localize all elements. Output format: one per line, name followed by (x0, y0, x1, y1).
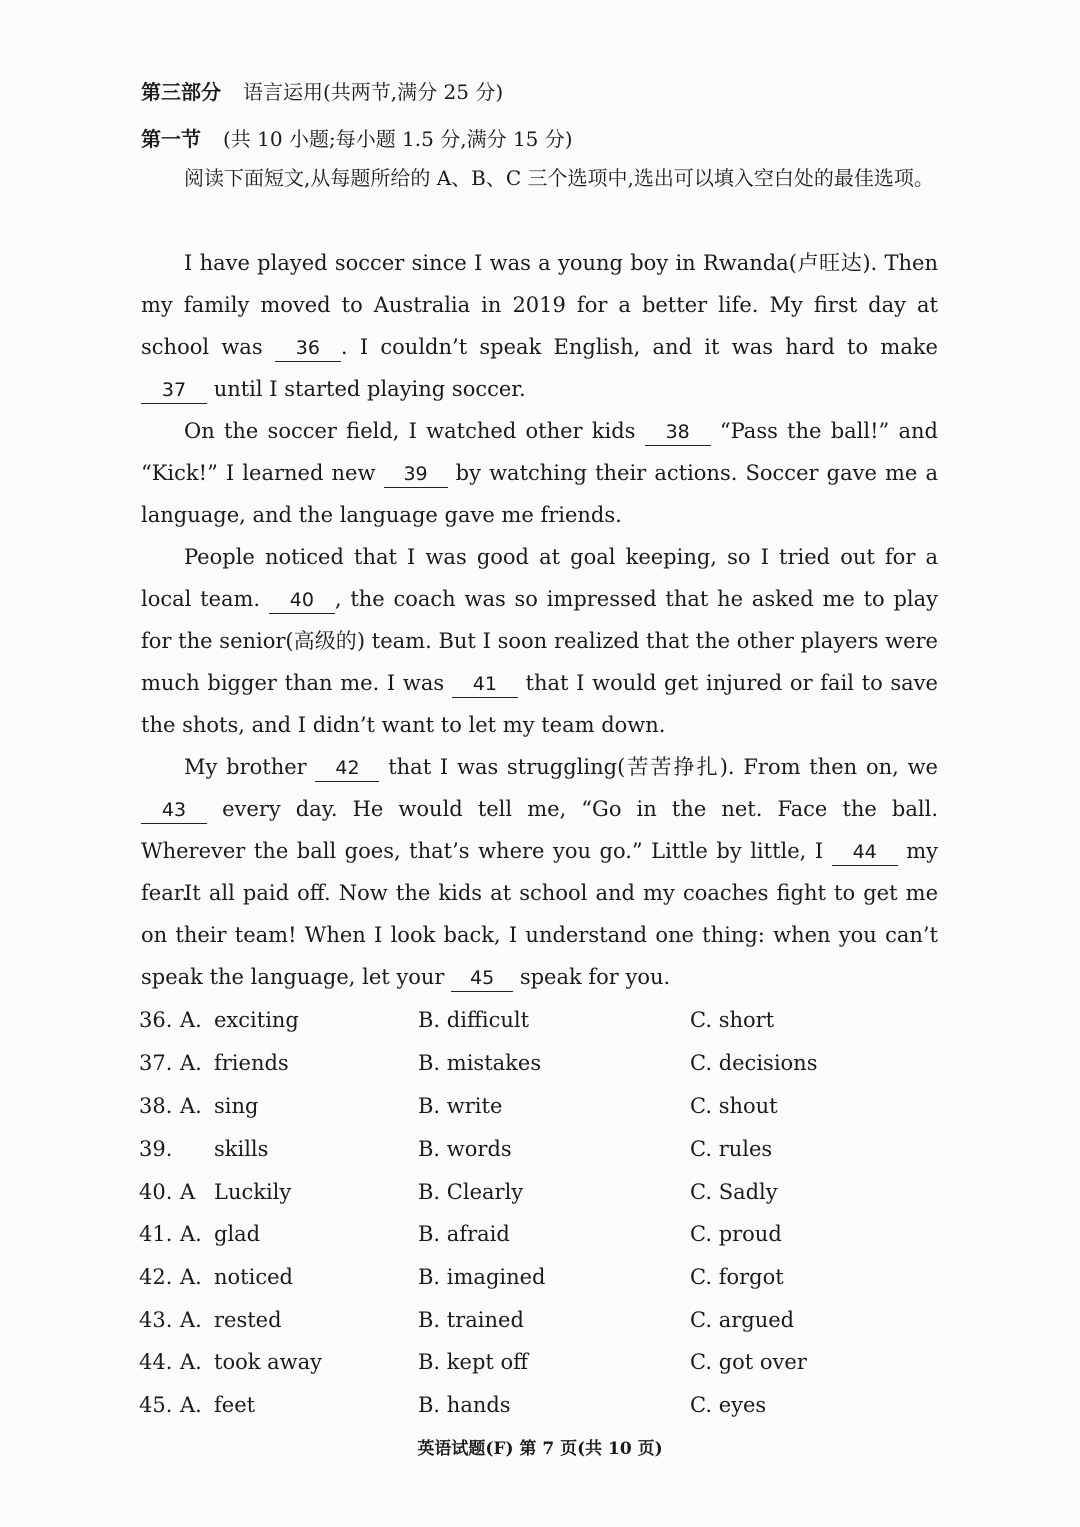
option-b (418, 1393, 511, 1417)
option-a: feet (214, 1393, 256, 1417)
option-a-label: A. (180, 1051, 202, 1075)
passage-paragraph (141, 242, 938, 410)
option-b (418, 1094, 502, 1118)
option-c (690, 1222, 782, 1246)
option-c-text: short (718, 1008, 775, 1032)
option-a: took away (214, 1350, 323, 1374)
option-c-text: eyes (718, 1393, 767, 1417)
passage-text: My brother (184, 755, 307, 779)
option-c (690, 1393, 766, 1417)
passage-text: I have played soccer since I was a young boy in Rwanda(卢旺达). Then my family moved to Australia in 2019 for a better life. My first day at school was (141, 251, 938, 359)
option-a: rested (214, 1308, 282, 1332)
option-row-36 (0, 1008, 1080, 1051)
passage-text: that I would get injured or fail to save the shots, and I didn’t want to let my team down. (141, 671, 938, 737)
option-b-text: kept off (446, 1350, 529, 1374)
option-a: exciting (214, 1008, 299, 1032)
blank-38: 38 (645, 419, 711, 446)
section-title: 第一节 (141, 127, 201, 151)
option-b-label: B. (418, 1350, 441, 1374)
question-number: 36. (139, 1008, 173, 1032)
option-a-label: A. (180, 1008, 202, 1032)
question-number: 37. (139, 1051, 173, 1075)
option-b-label: B. (418, 1051, 441, 1075)
option-c-label: C. (690, 1008, 712, 1032)
part-subtitle: 语言运用(共两节,满分 25 分) (243, 80, 504, 104)
option-c (690, 1180, 778, 1204)
question-number: 44. (139, 1350, 173, 1374)
blank-37: 37 (141, 377, 207, 404)
passage-text: my fear. (141, 839, 938, 905)
option-row-44 (0, 1350, 1080, 1393)
option-b-text: words (446, 1137, 512, 1161)
option-c-label: C. (690, 1308, 712, 1332)
option-b (418, 1180, 523, 1204)
option-c-text: proud (718, 1222, 782, 1246)
option-row-38 (0, 1094, 1080, 1137)
option-b (418, 1222, 510, 1246)
part-heading (141, 76, 503, 105)
option-a: sing (214, 1094, 259, 1118)
option-c (690, 1308, 794, 1332)
option-b-label: B. (418, 1180, 441, 1204)
passage-text: On the soccer field, I watched other kids (184, 419, 636, 443)
blank-40: 40 (269, 587, 335, 614)
option-b (418, 1265, 546, 1289)
option-a-label: A. (180, 1393, 202, 1417)
option-c-label: C. (690, 1222, 712, 1246)
option-row-37 (0, 1051, 1080, 1094)
part-title: 第三部分 (141, 80, 221, 104)
option-b-label: B. (418, 1094, 441, 1118)
question-number: 40. (139, 1180, 173, 1204)
passage-text: every day. He would tell me, “Go in the net. Face the ball. Wherever the ball goes, that’s where you go.” Little by little, I (141, 797, 938, 863)
option-row-40 (0, 1180, 1080, 1223)
option-b-text: imagined (446, 1265, 546, 1289)
option-a: noticed (214, 1265, 293, 1289)
option-row-39 (0, 1137, 1080, 1180)
question-number: 39. (139, 1137, 173, 1161)
passage-text: that I was struggling(苦苦挣扎). From then on, we (388, 755, 938, 779)
question-number: 41. (139, 1222, 173, 1246)
question-number: 45. (139, 1393, 173, 1417)
passage-paragraph (141, 536, 938, 746)
option-c-text: got over (718, 1350, 807, 1374)
section-info: (共 10 小题;每小题 1.5 分,满分 15 分) (223, 127, 573, 151)
question-number: 38. (139, 1094, 173, 1118)
option-b (418, 1051, 541, 1075)
option-b-label: B. (418, 1265, 441, 1289)
option-b-text: write (446, 1094, 503, 1118)
option-c-label: C. (690, 1051, 712, 1075)
option-b-label: B. (418, 1308, 441, 1332)
option-b-text: hands (446, 1393, 511, 1417)
option-c-text: decisions (718, 1051, 818, 1075)
blank-39: 39 (384, 461, 448, 488)
question-number: 42. (139, 1265, 173, 1289)
option-b-label: B. (418, 1222, 441, 1246)
passage-text: . I couldn’t speak English, and it was hard to make (340, 335, 938, 359)
passage-text: speak for you. (519, 965, 671, 989)
passage-text: People noticed that I was good at goal keeping, so I tried out for a local team. (141, 545, 938, 611)
option-b-text: afraid (446, 1222, 510, 1246)
passage-text: It all paid off. Now the kids at school and my coaches fight to get me on their team! When I look back, I understand one thing: when you can’t speak the language, let your (141, 881, 938, 989)
option-c-label: C. (690, 1350, 712, 1374)
instructions: 阅读下面短文,从每题所给的 A、B、C 三个选项中,选出可以填入空白处的最佳选项。 (184, 166, 934, 190)
blank-45: 45 (451, 965, 513, 992)
blank-36: 36 (275, 335, 341, 362)
option-c-text: forgot (718, 1265, 784, 1289)
option-c (690, 1350, 807, 1374)
option-a-label: A. (180, 1265, 202, 1289)
option-b-label: B. (418, 1137, 441, 1161)
passage-text: until I started playing soccer. (213, 377, 526, 401)
option-c-text: argued (718, 1308, 795, 1332)
section-heading (141, 123, 573, 152)
option-b-text: trained (446, 1308, 524, 1332)
option-b (418, 1137, 512, 1161)
option-b-text: mistakes (446, 1051, 542, 1075)
option-a-label: A (180, 1180, 196, 1204)
option-b-label: B. (418, 1393, 441, 1417)
option-c-text: shout (718, 1094, 778, 1118)
passage-paragraph (141, 872, 938, 998)
option-a: skills (214, 1137, 269, 1161)
option-b (418, 1008, 529, 1032)
option-c (690, 1094, 778, 1118)
blank-41: 41 (452, 671, 518, 698)
option-row-41 (0, 1222, 1080, 1265)
option-c (690, 1265, 784, 1289)
option-b-text: difficult (446, 1008, 530, 1032)
option-a: friends (214, 1051, 289, 1075)
option-c-label: C. (690, 1265, 712, 1289)
option-c-label: C. (690, 1094, 712, 1118)
option-b-text: Clearly (446, 1180, 524, 1204)
option-c-label: C. (690, 1137, 712, 1161)
option-row-42 (0, 1265, 1080, 1308)
option-a-label: A. (180, 1350, 202, 1374)
option-row-43 (0, 1308, 1080, 1351)
option-b (418, 1308, 524, 1332)
option-b (418, 1350, 528, 1374)
option-c (690, 1051, 817, 1075)
option-a: Luckily (214, 1180, 292, 1204)
option-a: glad (214, 1222, 261, 1246)
option-a-label: A. (180, 1308, 202, 1332)
option-c-text: Sadly (718, 1180, 778, 1204)
blank-43: 43 (141, 797, 207, 824)
passage-text: by watching their actions. Soccer gave me a language, and the language gave me friends. (141, 461, 938, 527)
option-c (690, 1008, 774, 1032)
passage-text: “Pass the ball!” and “Kick!” I learned new (141, 419, 938, 485)
option-c-label: C. (690, 1180, 712, 1204)
blank-42: 42 (315, 755, 379, 782)
option-c-text: rules (718, 1137, 773, 1161)
option-row-45 (0, 1393, 1080, 1436)
blank-44: 44 (832, 839, 898, 866)
option-a-label: A. (180, 1222, 202, 1246)
page-footer: 英语试题(F) 第 7 页(共 10 页) (417, 1439, 663, 1459)
option-a-label: A. (180, 1094, 202, 1118)
passage-text: , the coach was so impressed that he asked me to play for the senior(高级的) team. But I soon realized that the other players were much bigger than me. I was (141, 587, 938, 695)
question-number: 43. (139, 1308, 173, 1332)
option-c-label: C. (690, 1393, 712, 1417)
passage-paragraph (141, 410, 938, 536)
option-c (690, 1137, 772, 1161)
option-b-label: B. (418, 1008, 441, 1032)
